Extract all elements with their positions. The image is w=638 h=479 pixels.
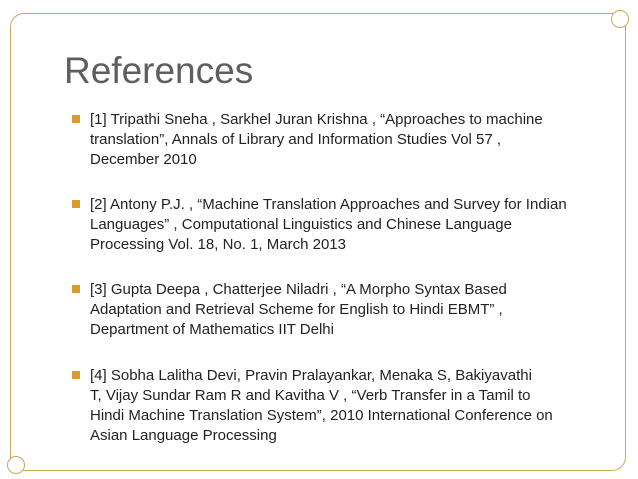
reference-item	[72, 366, 602, 446]
square-bullet-icon	[72, 285, 80, 293]
reference-line: T, Vijay Sundar Ram R and Kavitha V , “Verb Transfer in a Tamil to	[90, 387, 531, 404]
reference-list	[72, 110, 602, 471]
reference-line: [1] Tripathi Sneha , Sarkhel Juran Krishna , “Approaches to machine	[90, 111, 543, 128]
frame-corner-ornament	[7, 456, 25, 474]
reference-item	[72, 195, 602, 255]
reference-line: December 2010	[90, 151, 197, 168]
square-bullet-icon	[72, 200, 80, 208]
frame-corner-ornament	[611, 10, 629, 28]
reference-line: translation”, Annals of Library and Information Studies Vol 57 ,	[90, 131, 502, 148]
reference-line: Department of Mathematics IIT Delhi	[90, 321, 334, 338]
reference-line: [2] Antony P.J. , “Machine Translation Approaches and Survey for Indian	[90, 196, 567, 213]
reference-item	[72, 280, 602, 340]
reference-line: [3] Gupta Deepa , Chatterjee Niladri , “A Morpho Syntax Based	[90, 281, 507, 298]
slide-title: References	[64, 50, 254, 91]
square-bullet-icon	[72, 115, 80, 123]
square-bullet-icon	[72, 371, 80, 379]
reference-line: Processing Vol. 18, No. 1, March 2013	[90, 236, 346, 253]
reference-item	[72, 110, 602, 170]
reference-line: Hindi Machine Translation System”, 2010 International Conference on	[90, 407, 553, 424]
reference-line: Asian Language Processing	[90, 427, 277, 444]
reference-line: [4] Sobha Lalitha Devi, Pravin Pralayankar, Menaka S, Bakiyavathi	[90, 367, 532, 384]
reference-line: Adaptation and Retrieval Scheme for English to Hindi EBMT” ,	[90, 301, 503, 318]
reference-line: Languages” , Computational Linguistics and Chinese Language	[90, 216, 512, 233]
